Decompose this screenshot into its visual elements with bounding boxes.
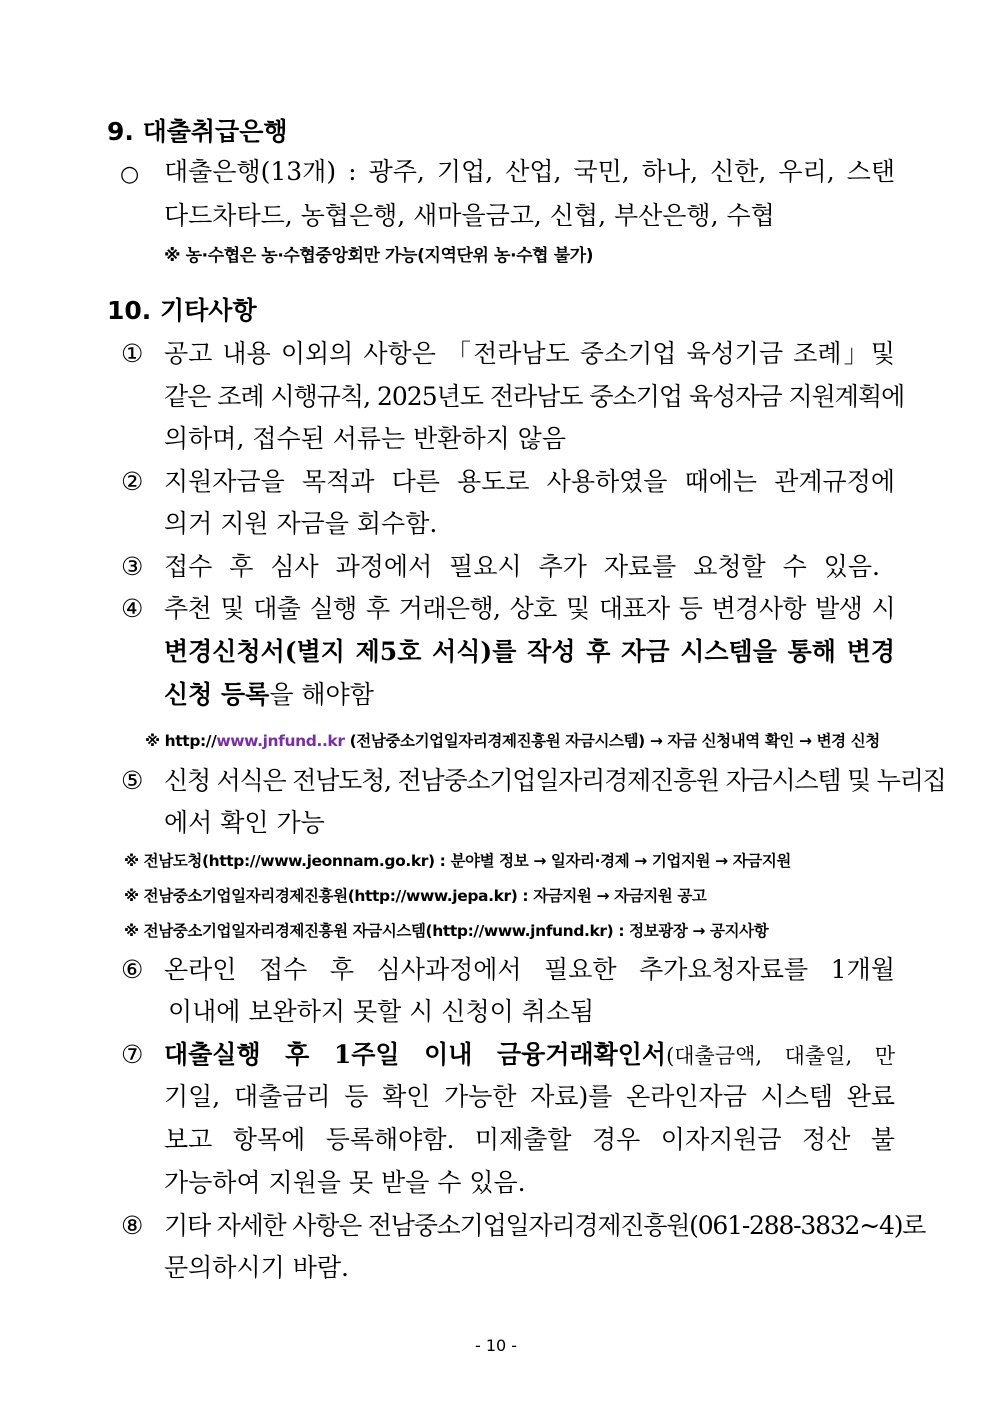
item-4-bold-text: 신청 등록 bbox=[164, 680, 270, 709]
item-7-line-1 bbox=[164, 1038, 895, 1073]
item-6-line-2: 이내에 보완하지 못할 시 신청이 취소됨 bbox=[168, 997, 595, 1026]
item-2-number: ② bbox=[121, 467, 144, 496]
item-7-number: ⑦ bbox=[121, 1040, 144, 1069]
item-1-line-3: 의하며, 접수된 서류는 반환하지 않음 bbox=[164, 424, 566, 453]
item-5-note-3: ※ 전남중소기업일자리경제진흥원 자금시스템(http://www.jnfund.kr) : 정보광장 → 공지사항 bbox=[124, 922, 769, 940]
jnfund-link[interactable]: www.jnfund..kr bbox=[216, 732, 345, 750]
item-1-line-2: 같은 조례 시행규칙, 2025년도 전라남도 중소기업 육성자금 지원계획에 bbox=[164, 382, 905, 411]
item-8-number: ⑧ bbox=[121, 1211, 144, 1240]
item-2-line-1: 지원자금을 목적과 다른 용도로 사용하였을 때에는 관계규정에 bbox=[164, 467, 895, 496]
item-7-line-3: 보고 항목에 등록해야함. 미제출할 경우 이자지원금 정산 불 bbox=[164, 1125, 895, 1154]
item-2-line-2: 의거 지원 자금을 회수함. bbox=[164, 509, 438, 538]
bullet-circle: ○ bbox=[120, 162, 140, 187]
item-8-line-1: 기타 자세한 사항은 전남중소기업일자리경제진흥원(061-288-3832~4)로 bbox=[164, 1211, 926, 1240]
banks-line-2: 다드차타드, 농협은행, 새마을금고, 신협, 부산은행, 수협 bbox=[164, 201, 775, 230]
item-5-note-1: ※ 전남도청(http://www.jeonnam.go.kr) : 분야별 정보 → 일자리·경제 → 기업지원 → 자금지원 bbox=[124, 852, 792, 870]
section-9-title: 9. 대출취급은행 bbox=[107, 117, 288, 146]
item-4-line-1: 추천 및 대출 실행 후 거래은행, 상호 및 대표자 등 변경사항 발생 시 bbox=[164, 594, 895, 623]
item-6-line-1: 온라인 접수 후 심사과정에서 필요한 추가요청자료를 1개월 bbox=[164, 955, 895, 984]
item-3-number: ③ bbox=[121, 552, 144, 581]
item-4-rest-text: 을 해야함 bbox=[269, 680, 374, 709]
item-5-note-2: ※ 전남중소기업일자리경제진흥원(http://www.jepa.kr) : 자금지원 → 자금지원 공고 bbox=[124, 887, 707, 905]
item-1-number: ① bbox=[121, 339, 144, 368]
item-4-note bbox=[145, 730, 880, 752]
item-3-line-1: 접수 후 심사 과정에서 필요시 추가 자료를 요청할 수 있음. bbox=[164, 552, 880, 581]
item-7-line-2: 기일, 대출금리 등 확인 가능한 자료)를 온라인자금 시스템 완료 bbox=[164, 1082, 895, 1111]
item-1-line-1: 공고 내용 이외의 사항은 「전라남도 중소기업 육성기금 조례」및 bbox=[164, 339, 895, 368]
item-8-line-2: 문의하시기 바람. bbox=[164, 1253, 349, 1282]
item-7-bold-text: 대출실행 후 1주일 이내 금융거래확인서 bbox=[164, 1040, 667, 1069]
item-4-line-2: 변경신청서(별지 제5호 서식)를 작성 후 자금 시스템을 통해 변경 bbox=[164, 637, 895, 666]
banks-line-1: 대출은행(13개) : 광주, 기업, 산업, 국민, 하나, 신한, 우리, 스탠 bbox=[164, 157, 895, 186]
item-4-line-3 bbox=[164, 678, 374, 712]
item-7-line-4: 가능하여 지원을 못 받을 수 있음. bbox=[164, 1168, 526, 1197]
note-4-rest: (전남중소기업일자리경제진흥원 자금시스템) → 자금 신청내역 확인 → 변경 신청 bbox=[344, 732, 880, 750]
page-number: - 10 - bbox=[474, 1336, 518, 1355]
item-5-line-2: 에서 확인 가능 bbox=[164, 808, 325, 837]
note-4-prefix: ※ http:// bbox=[145, 732, 217, 750]
bank-note: ※ 농·수협은 농·수협중앙회만 가능(지역단위 농·수협 불가) bbox=[164, 246, 594, 266]
item-4-number: ④ bbox=[121, 594, 144, 623]
section-10-title: 10. 기타사항 bbox=[107, 296, 257, 325]
item-7-rest-text: (대출금액, 대출일, 만 bbox=[666, 1044, 895, 1068]
item-5-line-1: 신청 서식은 전남도청, 전남중소기업일자리경제진흥원 자금시스템 및 누리집 bbox=[164, 766, 946, 795]
item-6-number: ⑥ bbox=[121, 955, 144, 984]
item-5-number: ⑤ bbox=[121, 766, 144, 795]
